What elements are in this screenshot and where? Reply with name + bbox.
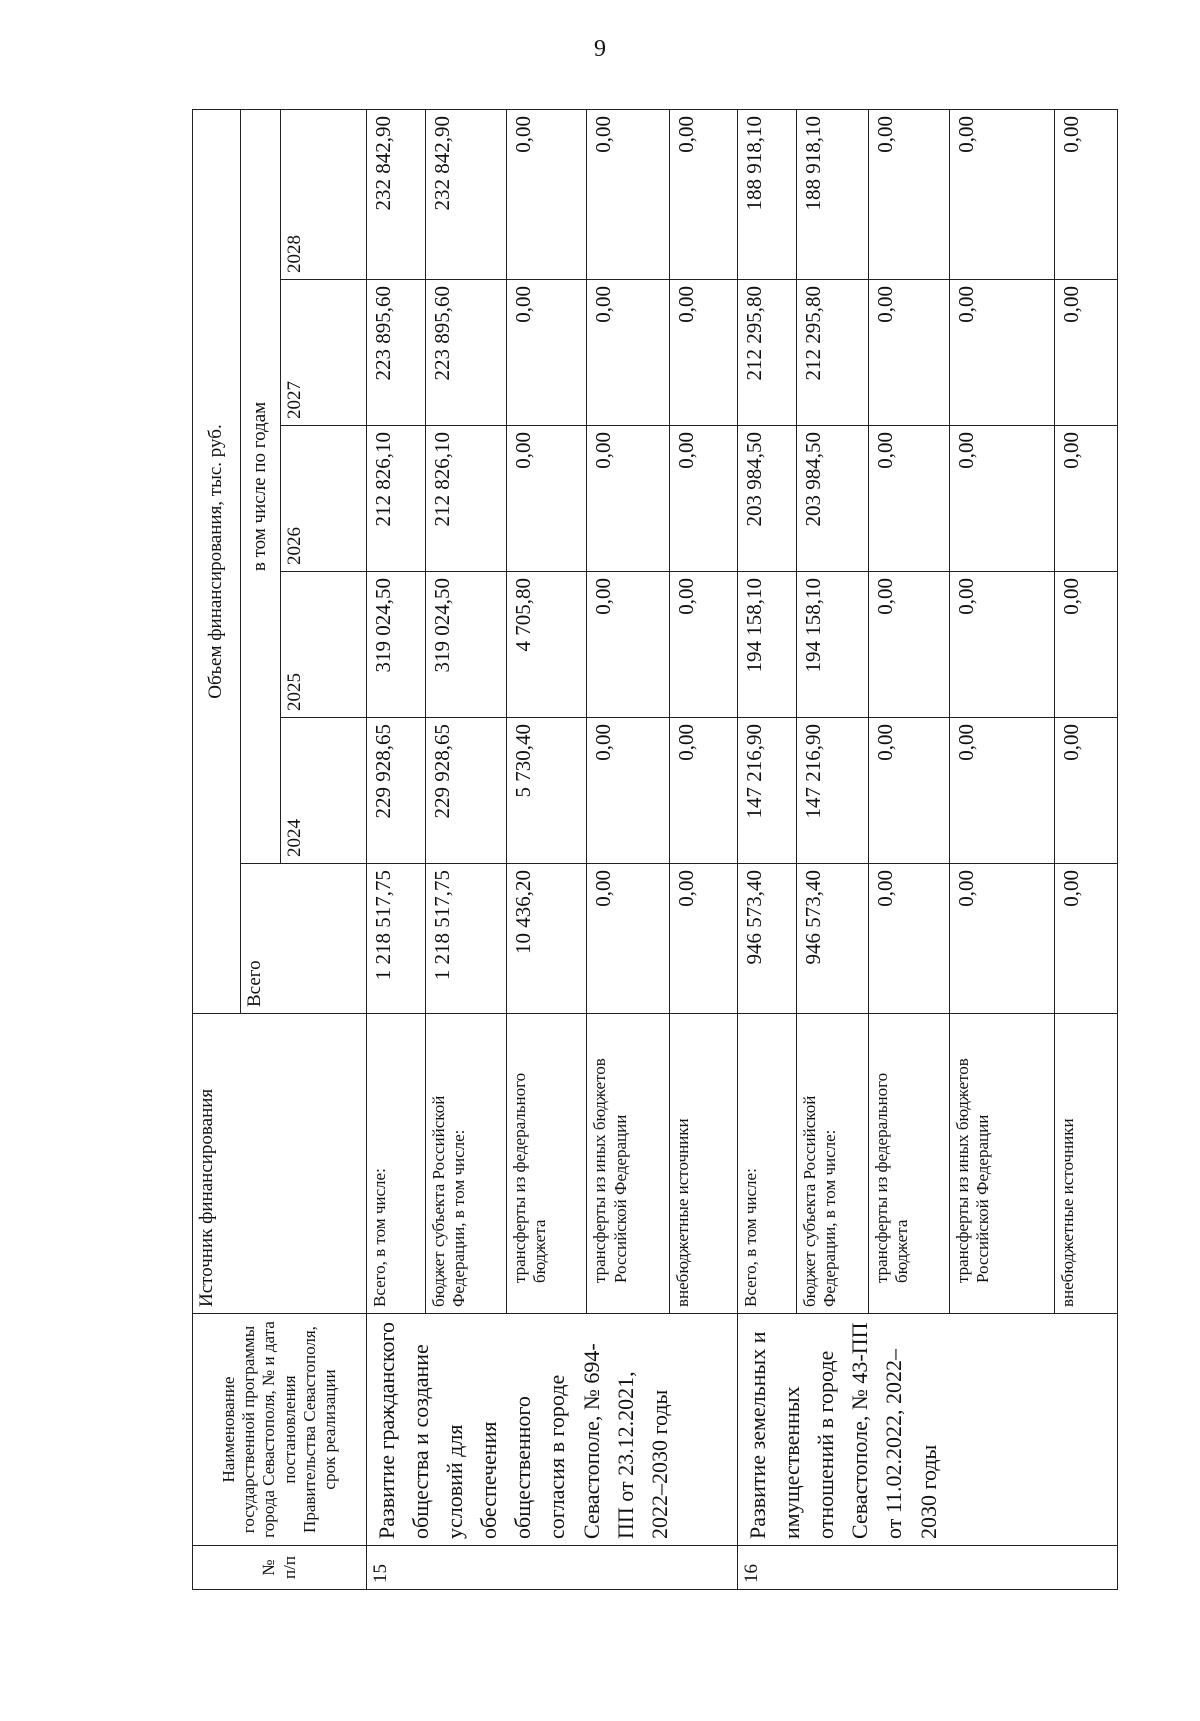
year-cell: 0,00 xyxy=(869,426,950,572)
table-row xyxy=(367,109,426,1589)
header-year: 2027 xyxy=(281,280,367,426)
source-cell: бюджет субъекта Российской Федерации, в том числе: xyxy=(797,1014,869,1314)
year-cell: 0,00 xyxy=(949,280,1054,426)
header-volume: Объем финансирования, тыс. руб. xyxy=(193,109,241,1013)
header-number: № п/п xyxy=(193,1546,367,1590)
year-cell: 0,00 xyxy=(949,426,1054,572)
year-cell: 0,00 xyxy=(869,572,950,718)
total-cell: 0,00 xyxy=(949,864,1054,1014)
total-cell: 0,00 xyxy=(670,864,738,1014)
source-cell: трансферты из иных бюджетов Российской Федерации xyxy=(587,1014,670,1314)
total-cell: 1 218 517,75 xyxy=(367,864,426,1014)
year-cell: 188 918,10 xyxy=(797,109,869,279)
program-number: 16 xyxy=(738,1546,1118,1590)
year-cell: 194 158,10 xyxy=(797,572,869,718)
total-cell: 10 436,20 xyxy=(506,864,587,1014)
header-total: Всего xyxy=(241,864,367,1014)
year-cell: 0,00 xyxy=(506,109,587,279)
year-cell: 0,00 xyxy=(670,572,738,718)
year-cell: 147 216,90 xyxy=(738,718,797,864)
year-cell: 232 842,90 xyxy=(367,109,426,279)
year-cell: 188 918,10 xyxy=(738,109,797,279)
program-number: 15 xyxy=(367,1546,738,1590)
year-cell: 212 295,80 xyxy=(797,280,869,426)
program-name: Развитие земельных и имущественных отношений в городе Севастополе, № 43-ПП от 11.02.2022, 2022–2030 годы xyxy=(738,1314,1118,1546)
year-cell: 0,00 xyxy=(670,280,738,426)
header-program-name: Наименование государственной программы города Севастополя, № и дата постановления Правительства Севастополя, срок реализации xyxy=(193,1314,367,1546)
year-cell: 0,00 xyxy=(587,280,670,426)
year-cell: 203 984,50 xyxy=(797,426,869,572)
year-cell: 0,00 xyxy=(670,718,738,864)
year-cell: 232 842,90 xyxy=(425,109,506,279)
year-cell: 0,00 xyxy=(869,109,950,279)
year-cell: 0,00 xyxy=(670,109,738,279)
year-cell: 229 928,65 xyxy=(425,718,506,864)
year-cell: 0,00 xyxy=(587,718,670,864)
rotated-table-container xyxy=(192,110,1118,1590)
year-cell: 0,00 xyxy=(1054,109,1117,279)
year-cell: 0,00 xyxy=(949,718,1054,864)
year-cell: 212 295,80 xyxy=(738,280,797,426)
year-cell: 0,00 xyxy=(1054,718,1117,864)
year-cell: 0,00 xyxy=(506,426,587,572)
header-year: 2026 xyxy=(281,426,367,572)
year-cell: 223 895,60 xyxy=(425,280,506,426)
source-cell: внебюджетные источники xyxy=(670,1014,738,1314)
year-cell: 0,00 xyxy=(869,280,950,426)
source-cell: бюджет субъекта Российской Федерации, в том числе: xyxy=(425,1014,506,1314)
year-cell: 0,00 xyxy=(1054,280,1117,426)
financing-table xyxy=(192,109,1118,1590)
year-cell: 0,00 xyxy=(587,426,670,572)
year-cell: 203 984,50 xyxy=(738,426,797,572)
page-number: 9 xyxy=(594,36,606,62)
year-cell: 0,00 xyxy=(949,109,1054,279)
total-cell: 946 573,40 xyxy=(738,864,797,1014)
year-cell: 0,00 xyxy=(1054,572,1117,718)
year-cell: 147 216,90 xyxy=(797,718,869,864)
year-cell: 194 158,10 xyxy=(738,572,797,718)
total-cell: 1 218 517,75 xyxy=(425,864,506,1014)
header-by-years: в том числе по годам xyxy=(241,109,281,863)
total-cell: 0,00 xyxy=(1054,864,1117,1014)
year-cell: 319 024,50 xyxy=(425,572,506,718)
year-cell: 223 895,60 xyxy=(367,280,426,426)
total-cell: 946 573,40 xyxy=(797,864,869,1014)
total-cell: 0,00 xyxy=(587,864,670,1014)
year-cell: 5 730,40 xyxy=(506,718,587,864)
source-cell: внебюджетные источники xyxy=(1054,1014,1117,1314)
source-cell: Всего, в том числе: xyxy=(367,1014,426,1314)
header-year: 2024 xyxy=(281,718,367,864)
source-cell: Всего, в том числе: xyxy=(738,1014,797,1314)
year-cell: 229 928,65 xyxy=(367,718,426,864)
year-cell: 0,00 xyxy=(506,280,587,426)
year-cell: 212 826,10 xyxy=(425,426,506,572)
year-cell: 319 024,50 xyxy=(367,572,426,718)
total-cell: 0,00 xyxy=(869,864,950,1014)
header-year: 2028 xyxy=(281,109,367,279)
source-cell: трансферты из федерального бюджета xyxy=(506,1014,587,1314)
year-cell: 0,00 xyxy=(587,572,670,718)
header-year: 2025 xyxy=(281,572,367,718)
source-cell: трансферты из иных бюджетов Российской Федерации xyxy=(949,1014,1054,1314)
source-cell: трансферты из федерального бюджета xyxy=(869,1014,950,1314)
year-cell: 212 826,10 xyxy=(367,426,426,572)
year-cell: 0,00 xyxy=(670,426,738,572)
year-cell: 0,00 xyxy=(869,718,950,864)
year-cell: 0,00 xyxy=(587,109,670,279)
table-row xyxy=(738,109,797,1589)
year-cell: 0,00 xyxy=(1054,426,1117,572)
header-source: Источник финансирования xyxy=(193,1014,367,1314)
program-name: Развитие гражданского общества и создание условий для обеспечения общественного согласия в городе Севастополе, № 694-ПП от 23.12.2021, 2022–2030 годы xyxy=(367,1314,738,1546)
year-cell: 4 705,80 xyxy=(506,572,587,718)
year-cell: 0,00 xyxy=(949,572,1054,718)
